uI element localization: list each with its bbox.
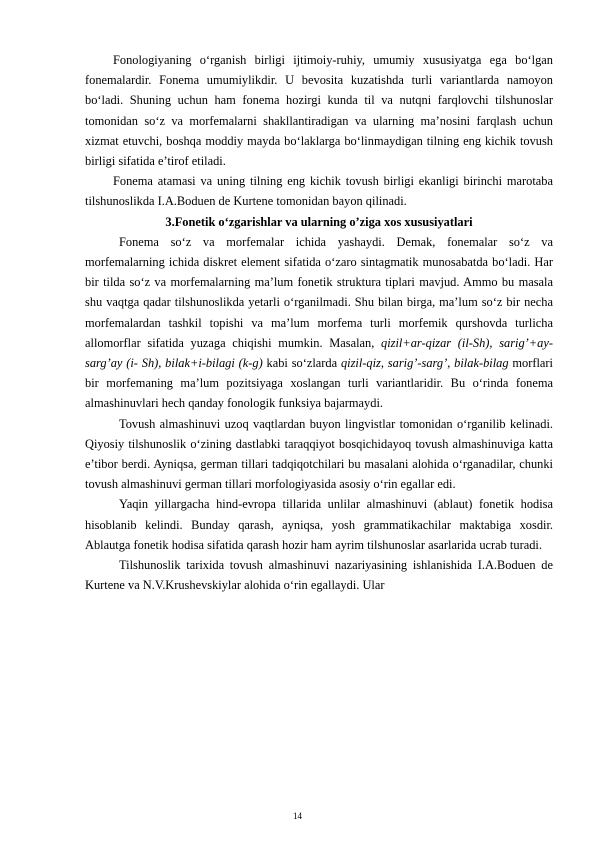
paragraph-phoneme-term: Fonema atamasi va uning tilning eng kichik tovush birligi ekanligi birinchi marotaba tilshunoslikda I.A.Boduen de Kurtene tomonidan bayon qilinadi. — [85, 174, 553, 209]
example-italic: qizil+ar-qizar (il-Sh), sarig’+ay-sarg’ay (i- Sh), bilak+i-bilagi (k-g) — [85, 335, 553, 371]
paragraph-history: Tilshunoslik tarixida tovush almashinuvi nazariyasining ishlanishida I.A.Boduen de Kurtene va N.V.Krushevskiylar alohida o‘rin egallaydi. Ular — [85, 558, 553, 593]
section-heading: 3.Fonetik o‘zgarishlar va ularning o’ziga xos xususiyatlari — [165, 214, 473, 229]
paragraph-sound-alternation: Tovush almashinuvi uzoq vaqtlardan buyon lingvistlar tomonidan o‘rganilib kelinadi. Qiyosiy tilshunoslik o‘zining dastlabki taraqqiyot bosqichidayoq tovush almashinuviga katta e’tibor berdi. Ayniqsa, german tillari tadqiqotchilari bu masalani alohida o‘rganadilar, chunki tovush almashinuvi german tillari morfologiyasida asosiy o‘rin egallar edi. — [85, 416, 553, 492]
paragraph-text-part: Fonema so‘z va morfemalar ichida yashaydi. Demak, fonemalar so‘z va morfemalarning ichida diskret element sifatida o‘zaro sintagmatik munosabatda bo‘ladi. Har bir tilda so‘z va morfemalarning ma’lum fonetik struktura tiplari mavjud. Ammo bu masala shu vaqtga qadar tilshunoslikda yetarli o‘rganilmadi. Shu bilan birga, ma’lum so‘z bir necha morfemalardan tashkil topishi va ma’lum morfema turli morfemik qurshovda turlicha allomorflar sifatida yuzaga chiqishi mumkin. Masalan, — [85, 234, 553, 350]
paragraph-text-part: kabi so‘zlarda — [266, 356, 338, 371]
page-number: 14 — [293, 811, 302, 821]
paragraph-ablaut: Yaqin yillargacha hind-evropa tillarida unlilar almashinuvi (ablaut) fonetik hodisa hisoblanib kelindi. Bunday qarash, ayniqsa, yosh grammatikachilar maktabiga xosdir. Ablautga fonetik hodisa sifatida qarash hozir ham ayrim tilshunoslar asarlarida ucrab turadi. — [85, 497, 553, 552]
example-italic: qizil-qiz, sarig’-sarg’, bilak-bilag — [340, 356, 509, 371]
page-body — [85, 50, 553, 595]
paragraph-phonology-intro: Fonologiyaning o‘rganish birligi ijtimoiy-ruhiy, umumiy xususiyatga ega bo‘lgan fonemalardir. Fonema umumiylikdir. U bevosita kuzatishda turli variantlarda namoyon bo‘ladi. Shuning uchun ham fonema hozirgi kunda til va nutqni farqlovchi tilshunoslar tomonidan so‘z va morfemalarni shakllantiradigan va ularning ma’nosini farqlash uchun xizmat etuvchi, boshqa moddiy mayda bo‘laklarga bo‘linmaydigan tilning eng kichik tovush birligi sifatida e’tirof etiladi. — [85, 53, 553, 169]
paragraph-phoneme-morpheme — [85, 232, 553, 414]
paragraph-text-part: morflari bir morfemaning ma’lum pozitsiyaga xoslangan turli variantlaridir. Bu o‘rinda fonema almashinuvlari hech qanday fonologik funksiya bajarmaydi. — [85, 356, 553, 411]
